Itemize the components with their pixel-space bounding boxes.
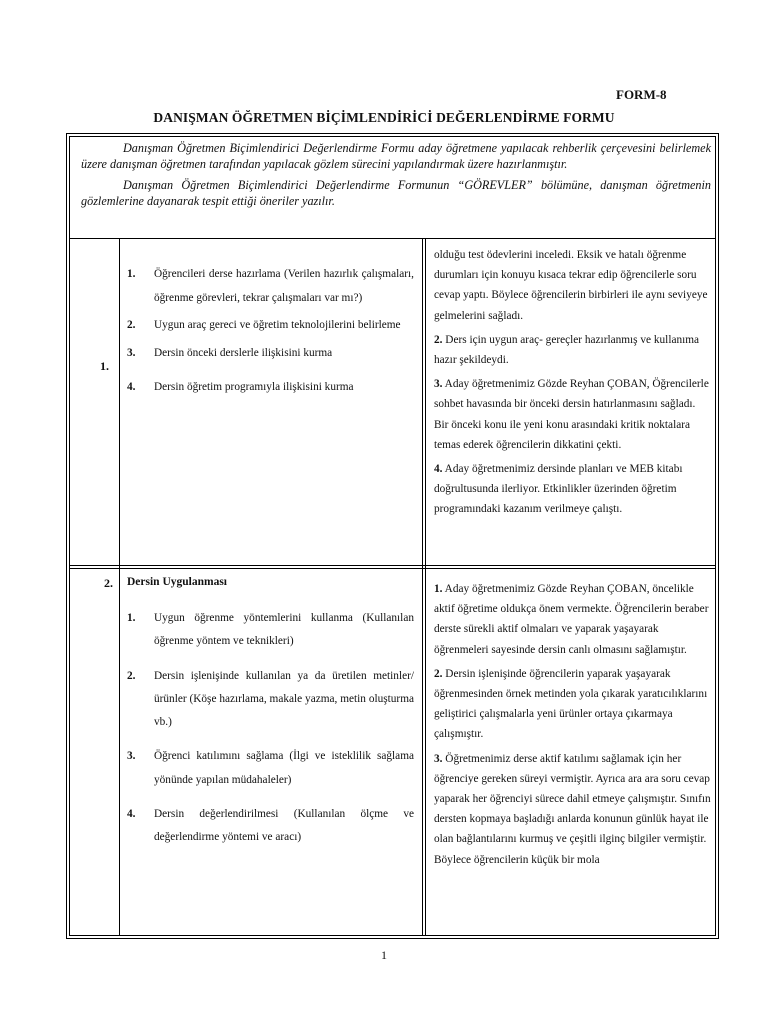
column-divider-2 xyxy=(422,238,423,935)
form-title: DANIŞMAN ÖĞRETMEN BİÇİMLENDİRİCİ DEĞERLENDİRME FORMU xyxy=(153,110,615,125)
list-item xyxy=(127,263,414,310)
row1-criteria-list xyxy=(127,263,414,400)
row-number-1: 1. xyxy=(100,359,109,373)
note-number: 2. xyxy=(434,667,443,680)
list-item-number: 2. xyxy=(127,669,136,682)
note-paragraph xyxy=(434,459,712,520)
intro-divider xyxy=(69,238,716,239)
list-item-text: Dersin değerlendirilmesi (Kullanılan ölçme ve değerlendirme yöntemi ve aracı) xyxy=(154,808,414,844)
list-item-text: Öğrenci katılımını sağlama (İlgi ve isteklilik sağlama yönünde yapılan müdahaleler) xyxy=(154,750,414,786)
list-item-number: 3. xyxy=(127,346,136,359)
row2-criteria-list xyxy=(127,607,414,850)
note-text: Öğretmenimiz derse aktif katılımı sağlamak için her öğrenciye gereken süreyi vermiştir. Ayrıca ara ara soru cevap yaparak her öğrenciyi sürece dahil etmeye çalışmıştır. Sınıfın dersten kopmaya başladığı anlarda konunun günlük hayat ile olan bağlantılarını kurmuş ve çeşitli ilginç bilgiler vermiştir. Böylece öğrencilerin küçük bir mola xyxy=(434,752,711,866)
column-divider-2b xyxy=(425,238,426,935)
note-number: 3. xyxy=(434,378,443,391)
list-item xyxy=(127,607,414,654)
intro-paragraph-2: Danışman Öğretmen Biçimlendirici Değerlendirme Formunun “GÖREVLER” bölümüne, danışman öğretmenin gözlemlerine dayanarak tespit ettiği öneriler yazılır. xyxy=(81,178,711,208)
list-item xyxy=(127,342,414,366)
note-paragraph xyxy=(434,664,712,745)
list-item-number: 2. xyxy=(127,319,136,331)
list-item-number: 3. xyxy=(127,750,136,763)
form-number: FORM-8 xyxy=(616,87,667,102)
list-item xyxy=(127,314,414,338)
list-item-number: 1. xyxy=(127,268,136,280)
note-number: 1. xyxy=(434,583,443,595)
intro-text xyxy=(81,140,711,214)
list-item-text: Uygun öğrenme yöntemlerini kullanma (Kullanılan öğrenme yöntem ve teknikleri) xyxy=(154,612,414,648)
list-item-number: 4. xyxy=(127,808,136,821)
note-paragraph xyxy=(434,330,712,370)
note-number: 2. xyxy=(434,333,443,346)
list-item xyxy=(127,803,414,850)
row2-observation-notes xyxy=(434,579,712,933)
row-divider-double xyxy=(69,568,716,569)
note-text: Aday öğretmenimiz dersinde planları ve MEB kitabı doğrultusunda ilerliyor. Etkinlikler üzerinden öğretim programındaki kazanım verilmeye çalıştı. xyxy=(434,463,683,516)
column-divider-1 xyxy=(119,238,120,935)
note-paragraph xyxy=(434,374,712,455)
list-item-text: Uygun araç gereci ve öğretim teknolojilerini belirleme xyxy=(154,319,401,331)
note-text: Dersin işlenişinde öğrencilerin yaparak yaşayarak öğrenmesinden örnek metinden yola çıkarak yaratıcılıklarını geliştirici çalışmalarla yeni ürünler ortaya çıkarmaya çalışmıştır. xyxy=(434,667,708,741)
list-item-text: Dersin önceki derslerle ilişkisini kurma xyxy=(154,346,333,359)
note-text: Aday öğretmenimiz Gözde Reyhan ÇOBAN, öncelikle aktif öğretime oldukça önem vermekte. Öğrencilerin beraber derste sürekli aktif olmaları ve yaparak yaşayarak öğrenmeleri sayesinde dersin canlı olmasını sağlamıştır. xyxy=(434,583,709,656)
section-title: Dersin Uygulanması xyxy=(127,576,227,588)
note-paragraph xyxy=(434,749,712,870)
list-item xyxy=(127,376,414,400)
list-item-number: 1. xyxy=(127,612,136,624)
note-paragraph: olduğu test ödevlerini inceledi. Eksik ve hatalı öğrenme durumları için konuyu kısaca tekrar edip öğrencilerle soru cevap yaptı. Böylece öğrencilerin birbirleri ile aynı seviyeye gelmelerini sağladı. xyxy=(434,249,708,322)
note-paragraph xyxy=(434,579,712,660)
row1-observation-notes xyxy=(434,245,712,524)
list-item xyxy=(127,745,414,792)
note-number: 4. xyxy=(434,463,443,476)
list-item-text: Dersin işlenişinde kullanılan ya da üretilen metinler/ürünler (Köşe hazırlama, makale yazma, metin oluşturma vb.) xyxy=(154,669,414,729)
intro-paragraph-1: Danışman Öğretmen Biçimlendirici Değerlendirme Formu aday öğretmene yapılacak rehberlik çerçevesini belirlemek üzere danışman öğretmen tarafından yapılacak gözlem sürecini yapılandırmak üzere hazırlanmıştır. xyxy=(81,141,711,171)
list-item-number: 4. xyxy=(127,381,136,393)
row-divider xyxy=(69,565,716,566)
page-number: 1 xyxy=(381,948,387,962)
note-number: 3. xyxy=(434,752,443,765)
list-item-text: Öğrencileri derse hazırlama (Verilen hazırlık çalışmaları, öğrenme görevleri, tekrar çalışmaları var mı?) xyxy=(154,268,414,304)
note-text: Ders için uygun araç- gereçler hazırlanmış ve kullanıma hazır şekildeydi. xyxy=(434,333,700,367)
note-text: Aday öğretmenimiz Gözde Reyhan ÇOBAN, Öğrencilerle sohbet havasında bir önceki dersin hatırlanmasını sağladı. Bir önceki konu ile yeni konu arasındaki kritik noktalara temas ederek öğrencilerin dikkatini çekti. xyxy=(434,378,709,451)
row-number-2: 2. xyxy=(104,576,113,590)
list-item-text: Dersin öğretim programıyla ilişkisini kurma xyxy=(154,381,354,393)
list-item xyxy=(127,665,414,735)
